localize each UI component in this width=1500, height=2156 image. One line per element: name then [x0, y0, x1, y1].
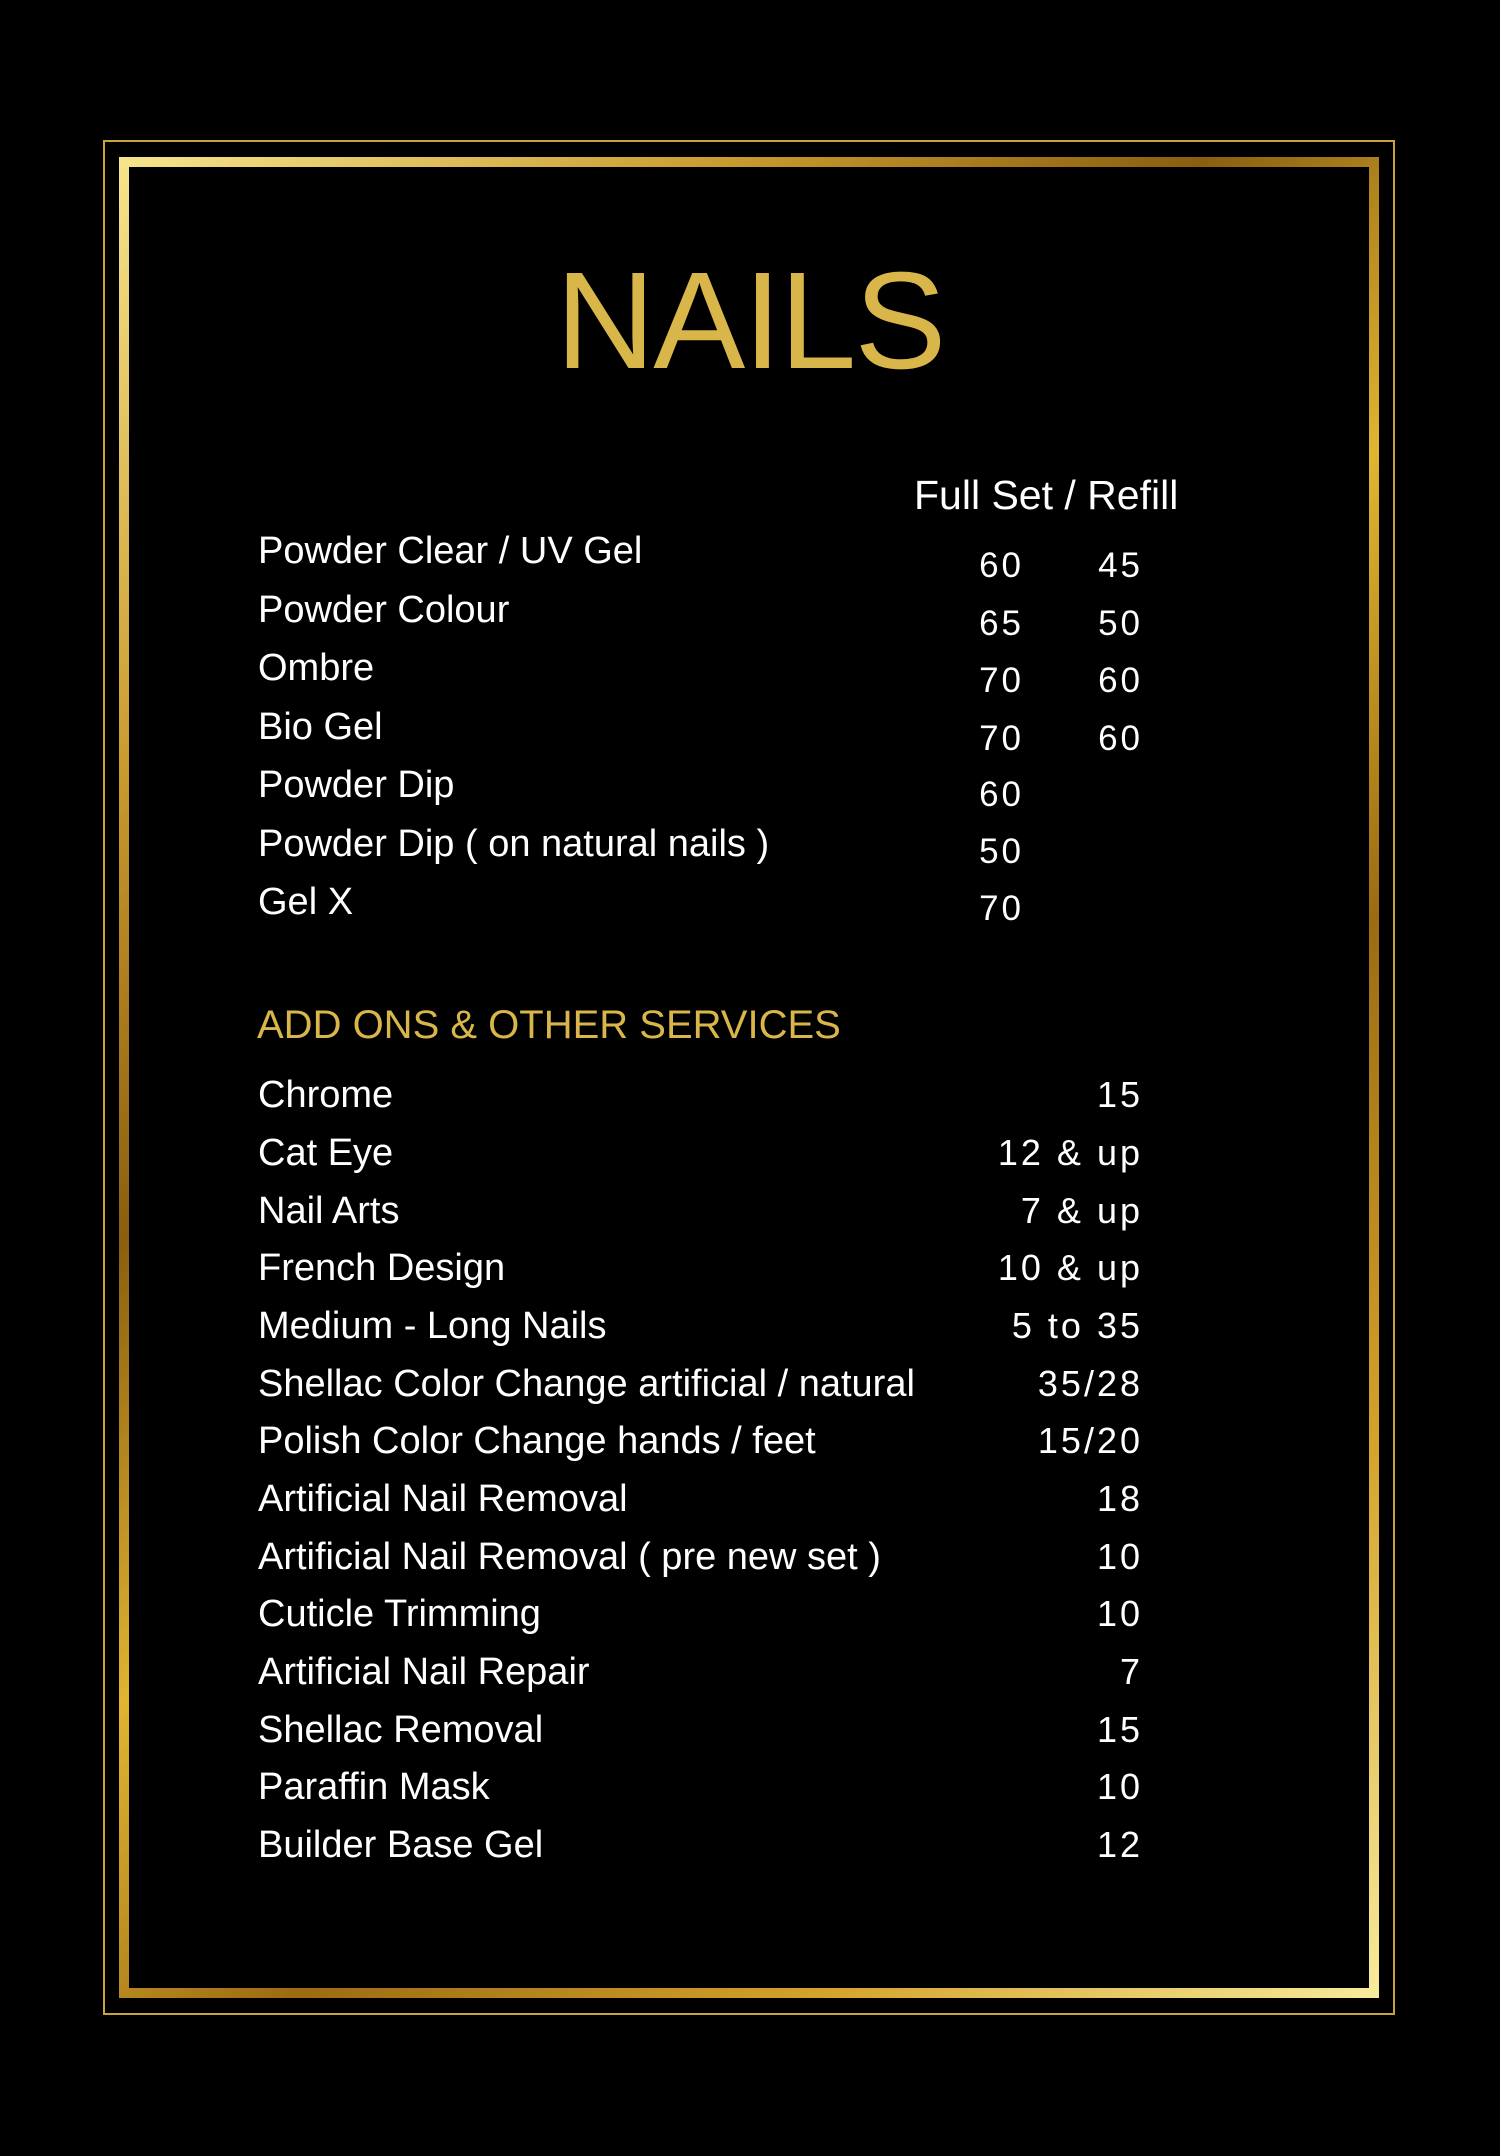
addon-name: Shellac Removal — [258, 1709, 544, 1751]
price-column-header: Full Set / Refill — [914, 472, 1179, 518]
addon-price: 18 — [1096, 1478, 1143, 1519]
full-set-price: 60 — [979, 546, 1024, 585]
addon-name: Nail Arts — [258, 1190, 400, 1232]
full-set-price: 60 — [979, 775, 1024, 814]
addon-price: 5 to 35 — [1011, 1305, 1143, 1346]
service-name: Gel X — [258, 881, 354, 923]
addon-name: Paraffin Mask — [258, 1766, 490, 1808]
addon-price: 12 — [1096, 1824, 1143, 1865]
addon-price: 7 & up — [1020, 1190, 1143, 1231]
addon-name: Builder Base Gel — [258, 1824, 544, 1866]
addon-price: 10 — [1096, 1536, 1143, 1577]
addon-price: 15/20 — [1037, 1420, 1143, 1461]
addon-price: 10 & up — [997, 1247, 1143, 1288]
refill-price: 45 — [1098, 546, 1143, 585]
full-set-price: 65 — [979, 604, 1024, 643]
refill-price: 50 — [1098, 604, 1143, 643]
service-name: Bio Gel — [258, 706, 383, 748]
addon-name: Medium - Long Nails — [258, 1305, 607, 1347]
addon-price: 12 & up — [997, 1132, 1143, 1173]
service-name: Powder Clear / UV Gel — [258, 530, 643, 572]
refill-price: 60 — [1098, 719, 1143, 758]
addon-name: Artificial Nail Removal — [258, 1478, 628, 1520]
addon-price: 10 — [1096, 1766, 1143, 1807]
addon-name: Artificial Nail Repair — [258, 1651, 590, 1693]
addon-price: 15 — [1096, 1709, 1143, 1750]
service-name: Ombre — [258, 647, 375, 689]
addon-price: 10 — [1096, 1593, 1143, 1634]
addon-name: Cat Eye — [258, 1132, 394, 1174]
addon-name: Artificial Nail Removal ( pre new set ) — [258, 1536, 881, 1578]
addon-price: 35/28 — [1037, 1363, 1143, 1404]
addon-name: Cuticle Trimming — [258, 1593, 541, 1635]
service-name: Powder Dip ( on natural nails ) — [258, 823, 770, 865]
refill-price: 60 — [1098, 661, 1143, 700]
full-set-price: 70 — [979, 889, 1024, 928]
addons-section-title: ADD ONS & OTHER SERVICES — [257, 1003, 841, 1047]
service-name: Powder Colour — [258, 589, 510, 631]
service-name: Powder Dip — [258, 764, 455, 806]
addon-name: French Design — [258, 1247, 506, 1289]
addon-price: 7 — [1119, 1651, 1143, 1692]
addon-name: Chrome — [258, 1074, 394, 1116]
addon-name: Shellac Color Change artificial / natural — [258, 1363, 915, 1405]
full-set-price: 70 — [979, 719, 1024, 758]
addon-name: Polish Color Change hands / feet — [258, 1420, 816, 1462]
addon-price: 15 — [1096, 1074, 1143, 1115]
full-set-price: 70 — [979, 661, 1024, 700]
full-set-price: 50 — [979, 832, 1024, 871]
page-title: NAILS — [555, 244, 945, 398]
